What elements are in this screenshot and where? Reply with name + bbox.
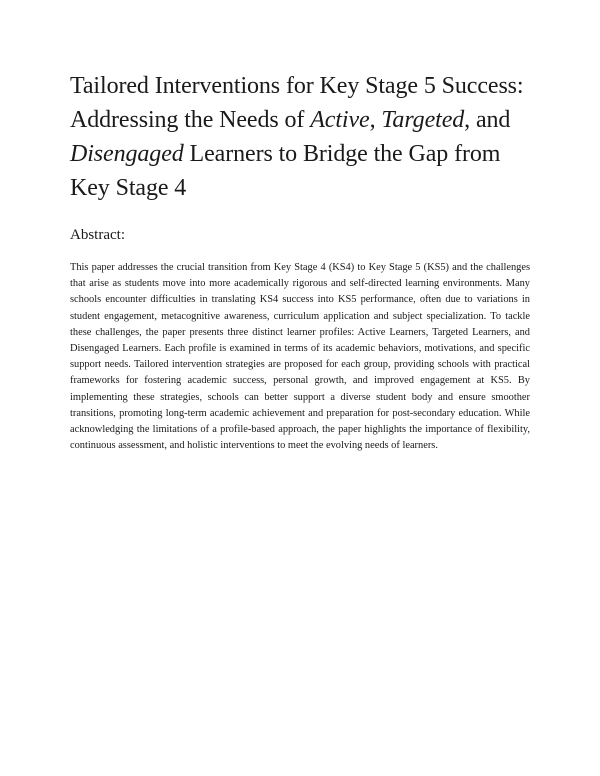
title-segment-italic: Active [310, 107, 370, 133]
title-segment-italic: Disengaged [70, 141, 184, 167]
title-segment: , and [464, 107, 511, 133]
title-segment: , [369, 107, 382, 133]
abstract-paragraph: This paper addresses the crucial transition from Key Stage 4 (KS4) to Key Stage 5 (KS5) and the challenges that arise as students move into more academically rigorous and self-directed learning environments. Many schools encounter difficulties in translating KS4 success into KS5 performance, often due to variations in student engagement, metacognitive awareness, curriculum application and subject specialization. To tackle these challenges, the paper presents three distinct learner profiles: Active Learners, Targeted Learners, and Disengaged Learners. Each profile is examined in terms of its academic behaviors, motivations, and specific support needs. Tailored intervention strategies are proposed for each group, providing schools with practical frameworks for fostering academic success, personal growth, and improved engagement at KS5. By implementing these strategies, schools can better support a diverse student body and ensure smoother transitions, promoting long-term academic achievement and preparation for post-secondary education. While acknowledging the limitations of a profile-based approach, the paper highlights the importance of flexibility, continuous assessment, and holistic interventions to meet the evolving needs of learners. [70, 262, 530, 452]
title-segment: Tailored Interventions for Key Stage 5 Success: Addressing the Needs of [70, 73, 524, 133]
paper-title [70, 69, 540, 205]
title-segment: Learners to Bridge the Gap from Key Stage 4 [70, 141, 501, 201]
title-segment-italic: Targeted [381, 107, 465, 133]
abstract-heading: Abstract: [70, 227, 125, 243]
